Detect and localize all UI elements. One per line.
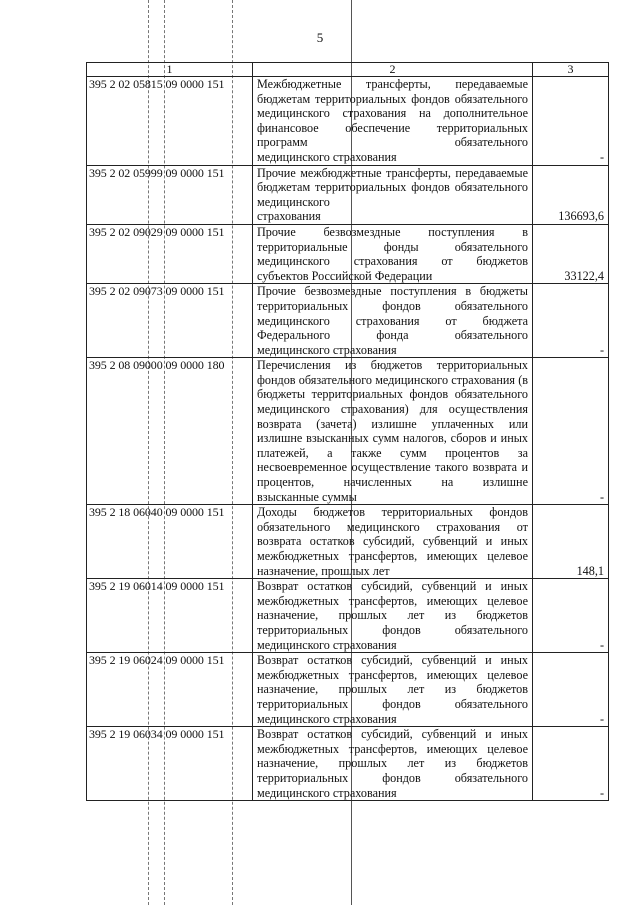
amount: -	[533, 653, 609, 727]
income-name-line: обязательного медицинского страхования от	[257, 519, 528, 534]
income-name-line: медицинского страхования от бюджета	[257, 313, 528, 328]
income-name-line: возврата и процентов, начисленных на излишне	[257, 460, 528, 490]
income-name-line: фондов обязательного медицинского	[257, 372, 449, 387]
income-name-line: межбюджетных трансфертов, имеющих целевое	[257, 741, 528, 756]
income-name-line: фондов обязательного медицинского	[257, 387, 528, 417]
income-name-line: страхования (в бюджеты территориальных	[257, 372, 529, 402]
table-row	[87, 505, 609, 579]
table-row	[87, 727, 609, 801]
header-row	[87, 63, 609, 77]
budget-code: 395 2 02 05999 09 0000 151	[87, 165, 253, 224]
amount: 136693,6	[533, 165, 609, 224]
income-name-line: взысканных сумм налогов, сборов и иных	[306, 431, 528, 446]
income-name-line: передаваемые бюджетам территориальных	[257, 165, 528, 195]
header-col-2: 2	[253, 63, 533, 77]
income-name-line: медицинского страхования	[257, 785, 397, 800]
budget-code: 395 2 19 06024 09 0000 151	[87, 653, 253, 727]
table-row	[87, 224, 609, 283]
income-name	[253, 653, 533, 727]
amount: -	[533, 284, 609, 358]
amount: -	[533, 727, 609, 801]
budget-code: 395 2 19 06034 09 0000 151	[87, 727, 253, 801]
budget-code: 395 2 02 09029 09 0000 151	[87, 224, 253, 283]
income-name-line: Прочие межбюджетные трансферты,	[257, 165, 451, 180]
income-name-line: Прочие безвозмездные поступления в	[257, 224, 528, 239]
header-col-3: 3	[533, 63, 609, 77]
income-name-line: назначение, прошлых лет из бюджетов	[257, 756, 528, 771]
income-name-line: межбюджетных трансфертов, имеющих целевое	[257, 667, 528, 682]
income-name-line: Перечисления из бюджетов территориальных	[257, 358, 528, 373]
income-name	[253, 224, 533, 283]
income-name-line: бюджетам территориальных фондов	[257, 91, 450, 106]
income-name-line: страхования) для осуществления возврата	[257, 402, 528, 431]
income-name	[253, 358, 533, 505]
income-name-line: медицинского страхования	[257, 637, 397, 652]
income-name-line: межбюджетных трансфертов, имеющих целевое	[257, 549, 528, 563]
table-row	[87, 653, 609, 727]
income-name-line: субъектов Российской Федерации	[257, 268, 433, 283]
income-name-line: медицинского страхования	[257, 149, 397, 164]
income-name-line: несвоевременное осуществление такого	[257, 460, 469, 475]
income-name-line: назначение, прошлых лет из бюджетов	[257, 682, 528, 697]
amount: 33122,4	[533, 224, 609, 283]
income-name-line: территориальных фондов обязательного	[257, 770, 528, 785]
income-name-line: (зачета) излишне уплаченных или излишне	[257, 416, 528, 446]
budget-code: 395 2 08 09000 09 0000 180	[87, 358, 253, 505]
income-name-line: Возврат остатков субсидий, субвенций и иных	[257, 653, 528, 668]
income-name-line: медицинского страхования	[257, 342, 397, 357]
amount: -	[533, 358, 609, 505]
table-row	[87, 579, 609, 653]
amount: 148,1	[533, 505, 609, 579]
income-name-line: назначение, прошлых лет	[257, 563, 390, 578]
income-name	[253, 579, 533, 653]
income-name-line: Доходы бюджетов территориальных фондов	[257, 505, 528, 520]
budget-code: 395 2 18 06040 09 0000 151	[87, 505, 253, 579]
income-name-line: фондов обязательного медицинского	[257, 180, 528, 209]
income-name	[253, 165, 533, 224]
income-name-line: назначение, прошлых лет из бюджетов	[257, 608, 528, 623]
income-name	[253, 727, 533, 801]
income-name-line: территориальных фондов обязательного	[257, 298, 528, 313]
income-name-line: дополнительное финансовое обеспечение	[257, 106, 528, 135]
header-col-1: 1	[87, 63, 253, 77]
income-name-line: возврата остатков субсидий, субвенций и иных	[257, 534, 528, 549]
budget-code: 395 2 02 05815 09 0000 151	[87, 77, 253, 166]
income-name-line: Возврат остатков субсидий, субвенций и иных	[257, 579, 528, 594]
income-name-line: межбюджетных трансфертов, имеющих целевое	[257, 593, 528, 608]
table-row	[87, 358, 609, 505]
income-name-line: территориальных фондов обязательного	[257, 622, 528, 637]
budget-code: 395 2 19 06014 09 0000 151	[87, 579, 253, 653]
page-number: 5	[316, 30, 324, 45]
table-row	[87, 284, 609, 358]
income-name	[253, 284, 533, 358]
income-name-line: территориальные фонды обязательного	[257, 239, 528, 254]
amount: -	[533, 579, 609, 653]
income-name-line: территориальных фондов обязательного	[257, 696, 528, 711]
income-name	[253, 505, 533, 579]
income-name-line: Федерального фонда обязательного	[257, 328, 528, 343]
income-name-line: Возврат остатков субсидий, субвенций и иных	[257, 727, 528, 742]
table-body	[87, 77, 609, 801]
income-name-line: обязательного медицинского страхования на	[257, 91, 529, 121]
table-row	[87, 165, 609, 224]
income-table	[86, 62, 609, 801]
income-name-line: платежей, а также сумм процентов за	[257, 445, 528, 460]
income-name-line: Межбюджетные трансферты, передаваемые	[257, 77, 528, 91]
table-row	[87, 77, 609, 166]
budget-code: 395 2 02 09073 09 0000 151	[87, 284, 253, 358]
income-name-line: Прочие безвозмездные поступления в бюджеты	[257, 284, 528, 299]
income-name	[253, 77, 533, 166]
amount: -	[533, 77, 609, 166]
income-name-line: медицинского страхования от бюджетов	[257, 254, 528, 269]
income-name-line: территориальных программ обязательного	[257, 120, 529, 150]
income-name-line: взысканные суммы	[257, 489, 357, 504]
income-name-line: страхования	[257, 209, 321, 224]
income-name-line: медицинского страхования	[257, 711, 397, 726]
